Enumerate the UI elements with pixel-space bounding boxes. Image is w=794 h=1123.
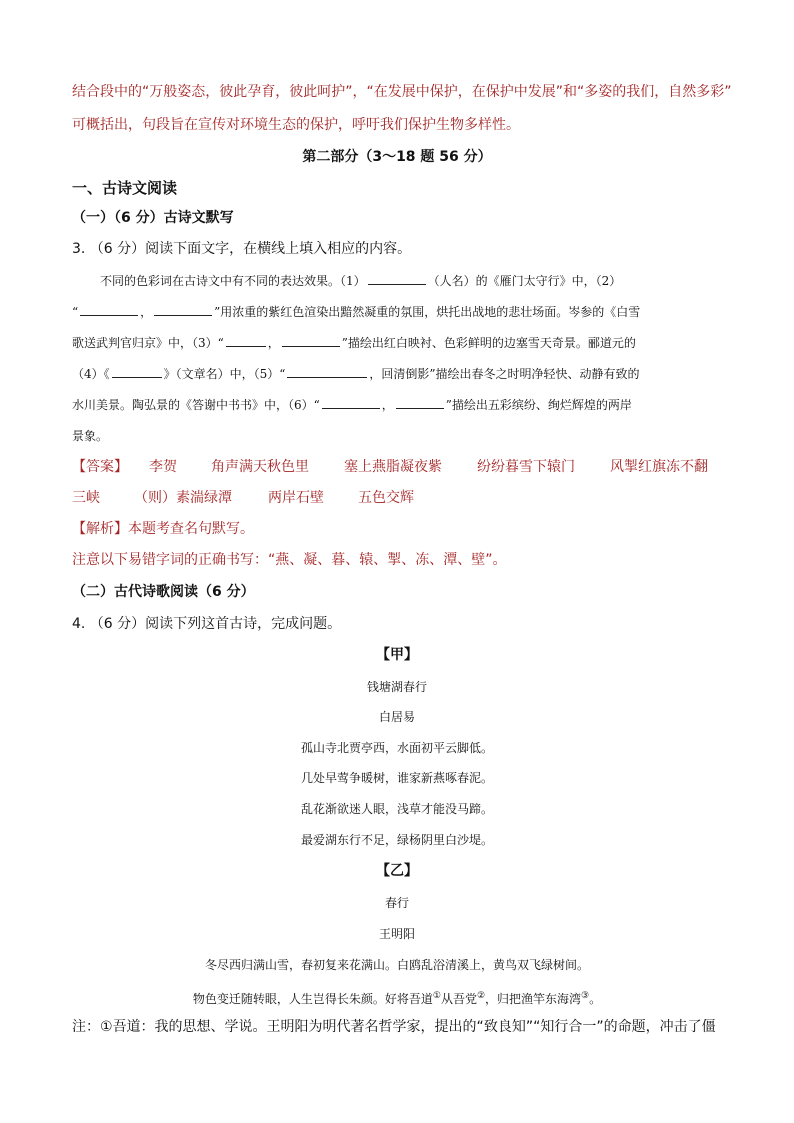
footnote-label: 注：	[72, 1019, 100, 1035]
q3-passage-line-3: 歌送武判官归京》中，（3）“ ， ”描绘出红白映衬、色彩鲜明的边塞雪天奇景。郦道元的	[72, 333, 636, 353]
answer-item: 角声满天秋色里	[211, 459, 309, 475]
intro-line-1: 结合段中的“万般姿态，彼此孕育，彼此呵护”，“在发展中保护，在保护中发展”和“多姿的我们，自然多彩”	[72, 84, 732, 100]
intro-line-2: 可概括出，句段旨在宣传对环境生态的保护，呼吁我们保护生物多样性。	[72, 117, 520, 133]
fill-blank[interactable]	[287, 364, 367, 378]
poem-yi-title: 春行	[384, 896, 409, 910]
analysis-note: 注意以下易错字词的正确书写：“燕、凝、暮、辕、掣、冻、潭、壁”。	[72, 552, 507, 568]
poem-jia-line: 乱花渐欲迷人眼，浅草才能没马蹄。	[300, 802, 493, 816]
answer-item: 三峡	[72, 490, 100, 506]
poem-yi-line-1: 冬尽西归满山雪，春初复来花满山。白鸥乱浴清溪上，黄鸟双飞绿树间。	[204, 958, 589, 972]
answer-line-1	[72, 457, 128, 477]
fill-blank[interactable]	[396, 395, 444, 409]
analysis-label: 【解析】	[72, 521, 128, 537]
question-3-stem: 3. （6 分）阅读下面文字，在横线上填入相应的内容。	[72, 241, 412, 257]
answer-item: 风掣红旗冻不翻	[610, 459, 708, 475]
answer-label: 【答案】	[72, 459, 128, 475]
footnote-marker: ①	[432, 991, 441, 1001]
fill-blank[interactable]	[322, 395, 380, 409]
poem-yi-line-2: 物色变迁随转眼，人生岂得长朱颜。好将吾道①从吾党②，归把渔竿东海湾③。	[192, 991, 602, 1006]
answer-item: 李贺	[149, 459, 177, 475]
fill-blank[interactable]	[226, 333, 266, 347]
poem-jia-line: 最爱湖东行不足，绿杨阴里白沙堤。	[300, 833, 493, 847]
q3-passage-line-4: （4）《 》（文章名）中，（5）“ ，回清倒影”描绘出春冬之时明净轻快、动静有致的	[72, 364, 640, 384]
analysis-text: 本题考查名句默写。	[128, 521, 254, 537]
q3-passage-line-5: 水川美景。陶弘景的《答谢中书书》中，（6）“ ， ”描绘出五彩缤纷、绚烂辉煌的两岸	[72, 395, 632, 415]
poem-yi-author: 王明阳	[378, 927, 415, 941]
footnote-number: ①	[100, 1019, 113, 1035]
answer-item: 五色交辉	[358, 490, 414, 506]
section-heading: 一、古诗文阅读	[72, 179, 178, 197]
answer-item: 塞上燕脂凝夜紫	[344, 459, 442, 475]
fill-blank[interactable]	[368, 271, 426, 285]
fill-blank[interactable]	[154, 302, 212, 316]
answer-item: （则）素湍绿潭	[134, 490, 232, 506]
part-title: 第二部分（3～18 题 56 分）	[302, 149, 492, 165]
footnote-text: 吾道：我的思想、学说。王明阳为明代著名哲学家，提出的“致良知”“知行合一”的命题，冲击了僵	[112, 1019, 716, 1035]
fill-blank[interactable]	[112, 364, 162, 378]
subsection-heading-2: （二）古代诗歌阅读（6 分）	[72, 584, 255, 600]
fill-blank[interactable]	[282, 333, 340, 347]
poem-jia-author: 白居易	[378, 710, 415, 724]
poem-jia-title: 钱塘湖春行	[366, 680, 427, 694]
q3-passage-line-1: 不同的色彩词在古诗文中有不同的表达效果。（1） （人名）的《雁门太守行》中，（2）	[100, 271, 621, 291]
footnote-marker: ②	[476, 991, 486, 1001]
subsection-heading-1: （一）（6 分）古诗文默写	[72, 210, 234, 226]
footnote	[72, 1017, 716, 1037]
q3-passage-line-2: “ ， ”用浓重的紫红色渲染出黯然凝重的氛围，烘托出战地的悲壮场面。岑参的《白雪	[72, 302, 640, 322]
poem-jia-line: 孤山寺北贾亭西，水面初平云脚低。	[300, 741, 493, 755]
fill-blank[interactable]	[80, 302, 138, 316]
poem-yi-mark: 【乙】	[376, 863, 418, 879]
answer-item: 两岸石壁	[268, 490, 324, 506]
poem-jia-mark: 【甲】	[376, 647, 418, 663]
footnote-marker: ③	[581, 991, 590, 1001]
q3-passage-line-6: 景象。	[72, 429, 109, 443]
answer-item: 纷纷暮雪下辕门	[477, 459, 575, 475]
analysis-line	[72, 519, 254, 539]
poem-jia-line: 几处早莺争暖树，谁家新燕啄春泥。	[300, 771, 493, 785]
question-4-stem: 4. （6 分）阅读下列这首古诗，完成问题。	[72, 616, 342, 632]
